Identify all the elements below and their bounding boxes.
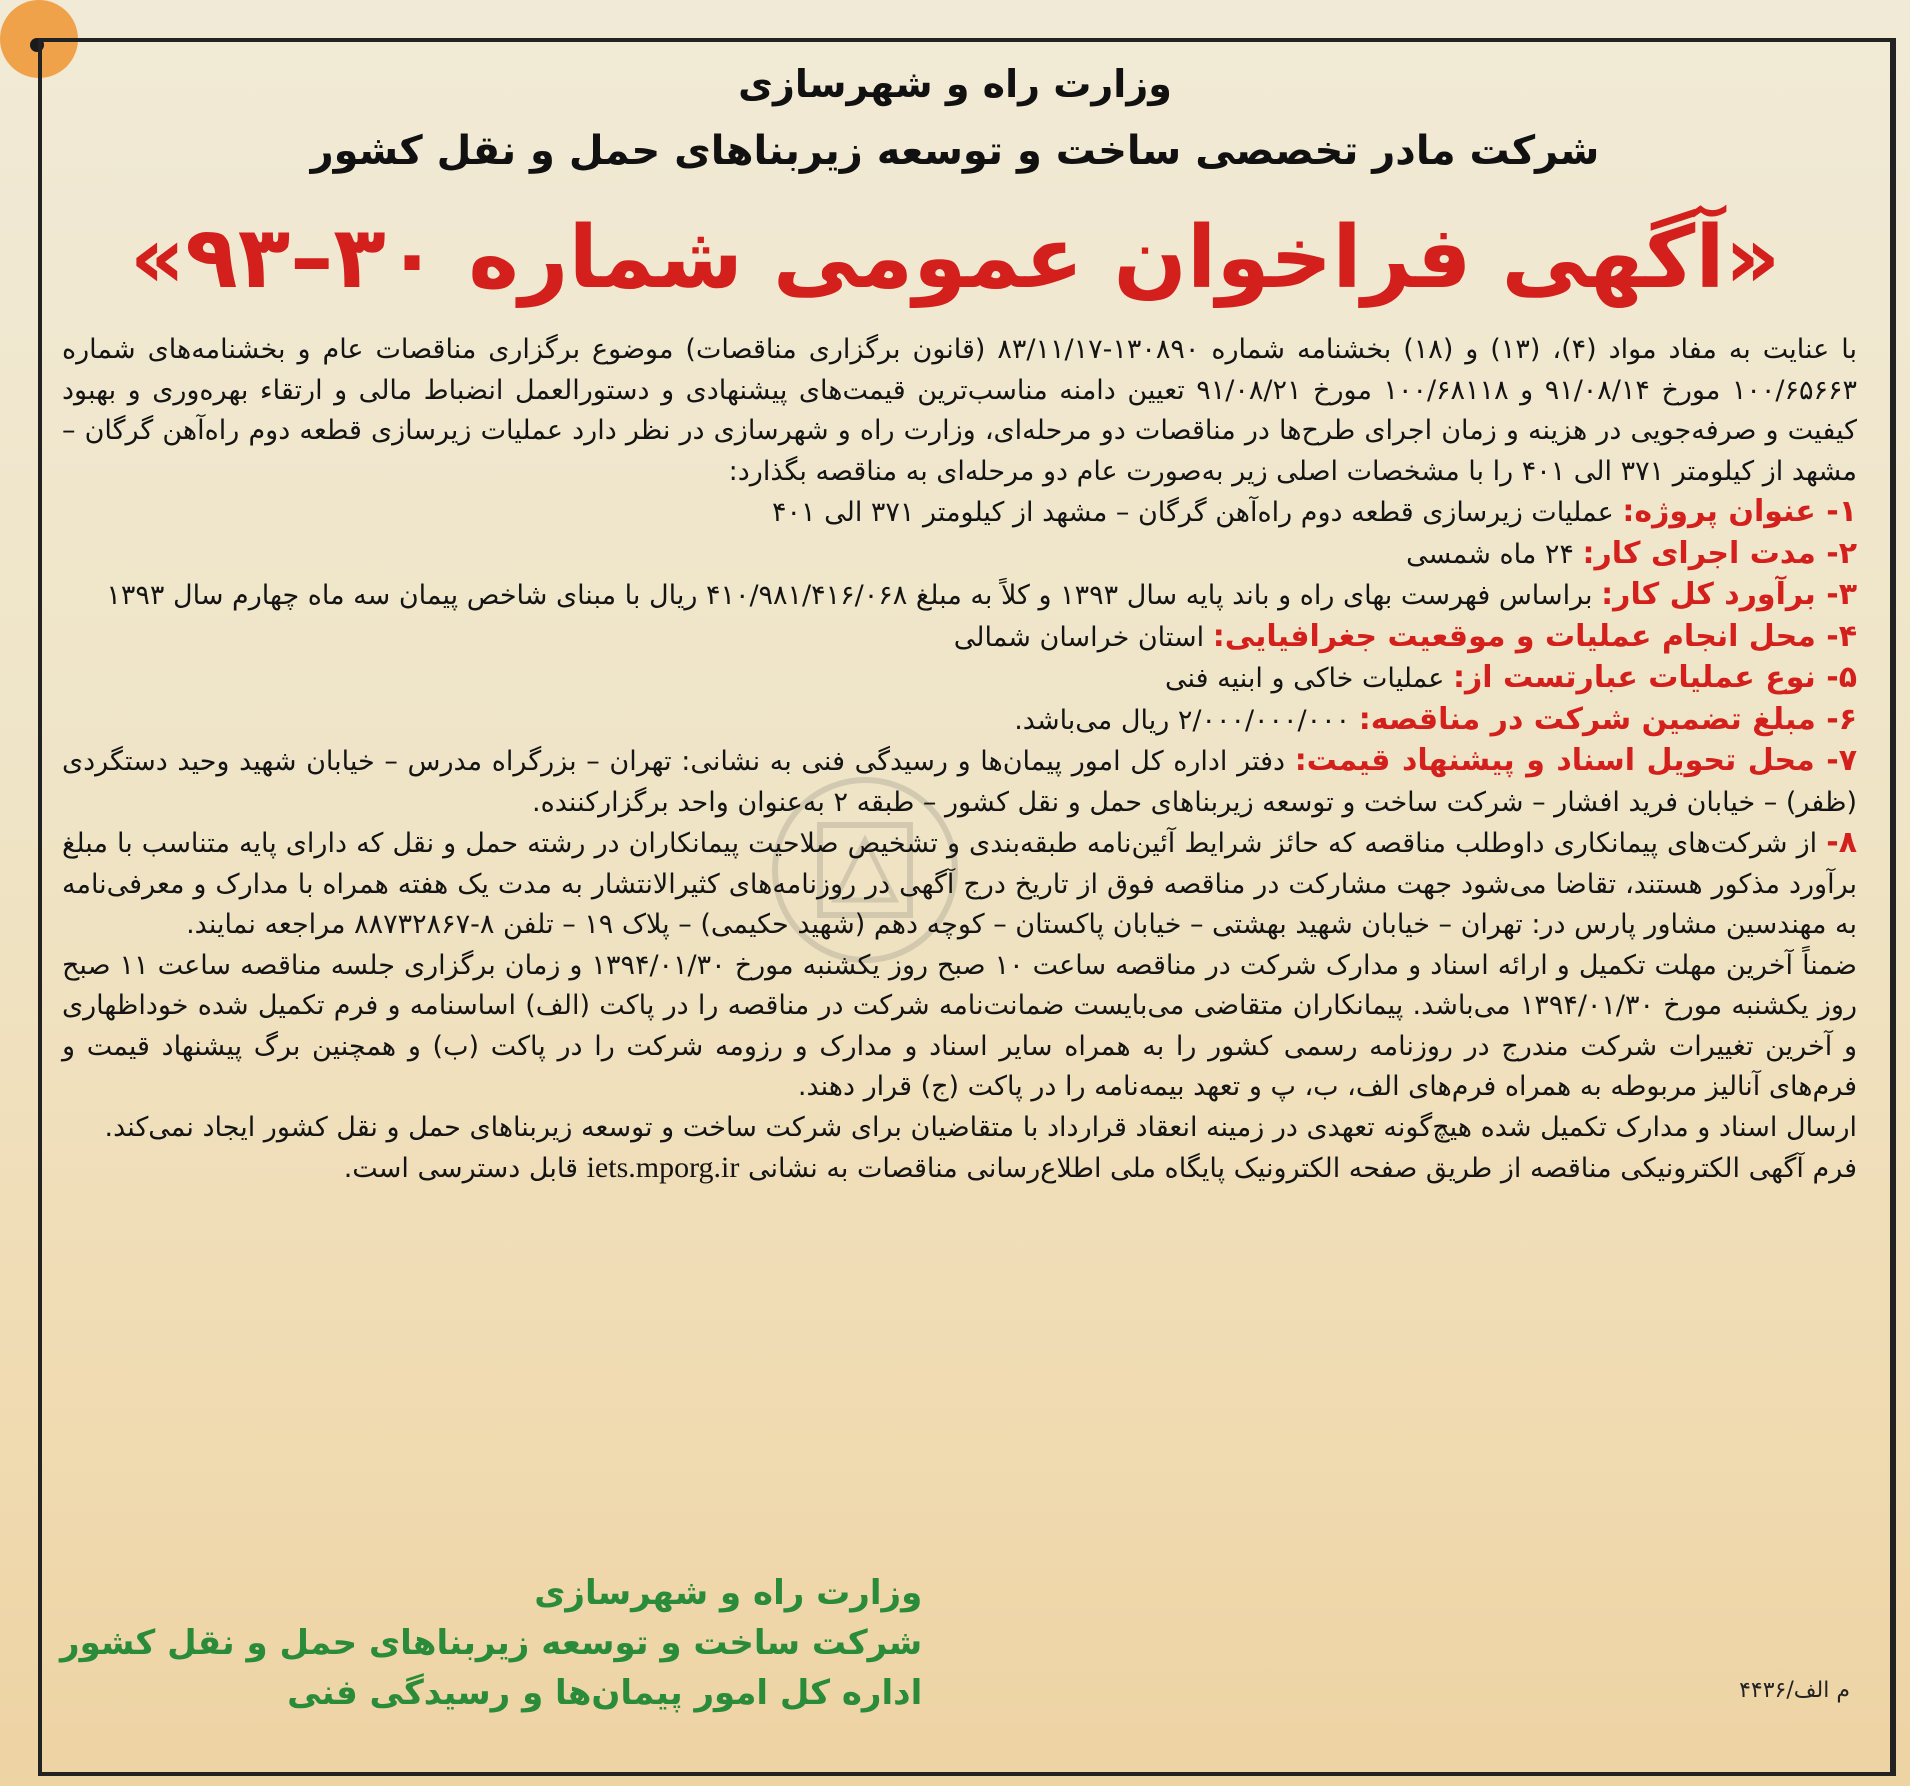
item-label: ۱- عنوان پروژه: <box>1622 494 1857 529</box>
item-label: ۶- مبلغ تضمین شرکت در مناقصه: <box>1358 701 1857 737</box>
item-guarantee <box>62 700 1857 742</box>
item-value: دفتر اداره کل امور پیمان‌ها و رسیدگی فنی به نشانی: تهران – بزرگراه مدرس – خیابان شهید وحید دستگردی (ظفر) – خیابان فرید افشار – شرکت ساخت و توسعه زیربناهای حمل و نقل کشور – طبقه ۲ به‌عنوان واحد برگزارکننده. <box>62 746 1857 818</box>
company-heading: شرکت مادر تخصصی ساخت و توسعه زیربناهای حمل و نقل کشور <box>310 128 1600 174</box>
item-location <box>62 617 1857 659</box>
item-value: عملیات خاکی و ابنیه فنی <box>1164 663 1445 694</box>
item-delivery-place <box>62 741 1857 823</box>
deadline-paragraph: ضمناً آخرین مهلت تکمیل و ارائه اسناد و مدارک شرکت در مناقصه ساعت ۱۰ صبح روز یکشنبه مورخ ۱۳۹۴/۰۱/۳۰ و زمان برگزاری جلسه مناقصه ساعت ۱۱ صبح روز یکشنبه مورخ ۱۳۹۴/۰۱/۳۰ می‌باشد. پیمانکاران متقاضی می‌بایست ضمانت‌نامه شرکت در مناقصه را در پاکت (الف) اساسنامه و فرم تکمیل شده خوداظهاری و آخرین تغییرات شرکت مندرج در روزنامه رسمی کشور را به همراه سایر اسناد و مدارک و رزومه شرکت را در پاکت (ب) و همچنین برگ پیشنهاد قیمت و فرم‌های آنالیز مربوطه به همراه فرم‌های الف، ب، پ و تعهد بیمه‌نامه را در پاکت (ج) قرار دهند. <box>62 949 1857 1102</box>
item-value: ۲۴ ماه شمسی <box>1406 538 1574 570</box>
item-label: ۴- محل انجام عملیات و موقعیت جغرافیایی: <box>1212 618 1857 654</box>
item-value: ۲/۰۰۰/۰۰۰/۰۰۰ ریال می‌باشد. <box>1014 704 1351 736</box>
notice-paragraph: ارسال اسناد و مدارک تکمیل شده هیچ‌گونه تعهدی در زمینه انعقاد قرارداد با متقاضیان برای شرکت ساخت و توسعه زیربناهای حمل و نقل کشور ایجاد نمی‌کند. <box>104 1111 1857 1143</box>
item-value: عملیات زیرسازی قطعه دوم راه‌آهن گرگان – مشهد از کیلومتر ۳۷۱ الی ۴۰۱ <box>772 497 1614 528</box>
online-text-after: قابل دسترسی است. <box>343 1153 578 1184</box>
ad-reference-number: م الف/۴۴۳۶ <box>1739 1678 1850 1703</box>
item-duration <box>62 534 1857 576</box>
footer-department: اداره کل امور پیمان‌ها و رسیدگی فنی <box>287 1673 923 1713</box>
item-value: استان خراسان شمالی <box>953 621 1205 653</box>
item-estimate <box>62 575 1857 617</box>
item-label: ۳- برآورد کل کار: <box>1601 577 1857 612</box>
item-label: ۷- محل تحویل اسناد و پیشنهاد قیمت: <box>1294 743 1857 778</box>
signature-block <box>60 1568 922 1718</box>
item-label: ۵- نوع عملیات عبارتست از: <box>1453 660 1857 695</box>
ministry-heading: وزارت راه و شهرسازی <box>738 62 1172 106</box>
online-form-paragraph <box>62 1148 1857 1190</box>
footer-ministry: وزارت راه و شهرسازی <box>534 1573 923 1613</box>
online-text-before: فرم آگهی الکترونیکی مناقصه از طریق صفحه الکترونیک پایگاه ملی اطلاع‌رسانی مناقصات به نشانی <box>747 1153 1857 1184</box>
item-eligible-contractors <box>62 823 1857 946</box>
item-label: ۲- مدت اجرای کار: <box>1582 535 1857 571</box>
tender-portal-link[interactable]: iets.mporg.ir <box>586 1151 740 1184</box>
item-operation-type <box>62 658 1857 700</box>
item-label: ۸- <box>1826 825 1857 860</box>
item-project-title <box>62 492 1857 534</box>
ad-body <box>62 330 1857 1190</box>
tender-title: «آگهی فراخوان عمومی شماره ۳۰–۹۳» <box>129 208 1781 308</box>
footer-company: شرکت ساخت و توسعه زیربناهای حمل و نقل کشور <box>60 1623 923 1663</box>
item-value: براساس فهرست بهای راه و باند پایه سال ۱۳۹۳ و کلاً به مبلغ ۴۱۰/۹۸۱/۴۱۶/۰۶۸ ریال با مبنای شاخص پیمان سه ماه چهارم سال ۱۳۹۳ <box>106 580 1593 611</box>
intro-paragraph: با عنایت به مفاد مواد (۴)، (۱۳) و (۱۸) بخشنامه شماره ۱۳۰۸۹۰-۸۳/۱۱/۱۷ (قانون برگزاری مناقصات) موضوع برگزاری مناقصات عام و بخشنامه‌های شماره ۱۰۰/۶۵۶۶۳ مورخ ۹۱/۰۸/۱۴ و ۱۰۰/۶۸۱۱۸ مورخ ۹۱/۰۸/۲۱ تعیین دامنه مناسب‌ترین قیمت‌های پیشنهادی و دستورالعمل انضباط مالی و ارتقاء بهره‌وری و بهبود کیفیت و صرفه‌جویی در هزینه و زمان اجرای طرح‌ها در مناقصات دو مرحله‌ای، وزارت راه و شهرسازی در نظر دارد عملیات زیرسازی قطعه دوم راه‌آهن گرگان – مشهد از کیلومتر ۳۷۱ الی ۴۰۱ را با مشخصات اصلی زیر به‌صورت عام دو مرحله‌ای به مناقصه بگذارد: <box>62 334 1857 487</box>
item-value: از شرکت‌های پیمانکاری داوطلب مناقصه که حائز شرایط آئین‌نامه طبقه‌بندی و تشخیص صلاحیت پیمانکاران در رشته حمل و نقل که دارای پایه متناسب با مبلغ برآورد مذکور هستند، تقاضا می‌شود جهت مشارکت در مناقصه فوق از تاریخ درج آگهی در روزنامه‌های کثیرالانتشار به مدت یک هفته همراه با مدارک و معرفی‌نامه به مهندسین مشاور پارس در: تهران – خیابان شهید بهشتی – خیابان پاکستان – کوچه دهم (شهید حکیمی) – پلاک ۱۹ – تلفن ۸-۸۸۷۳۲۸۶۷ مراجعه نمایند. <box>62 828 1857 940</box>
